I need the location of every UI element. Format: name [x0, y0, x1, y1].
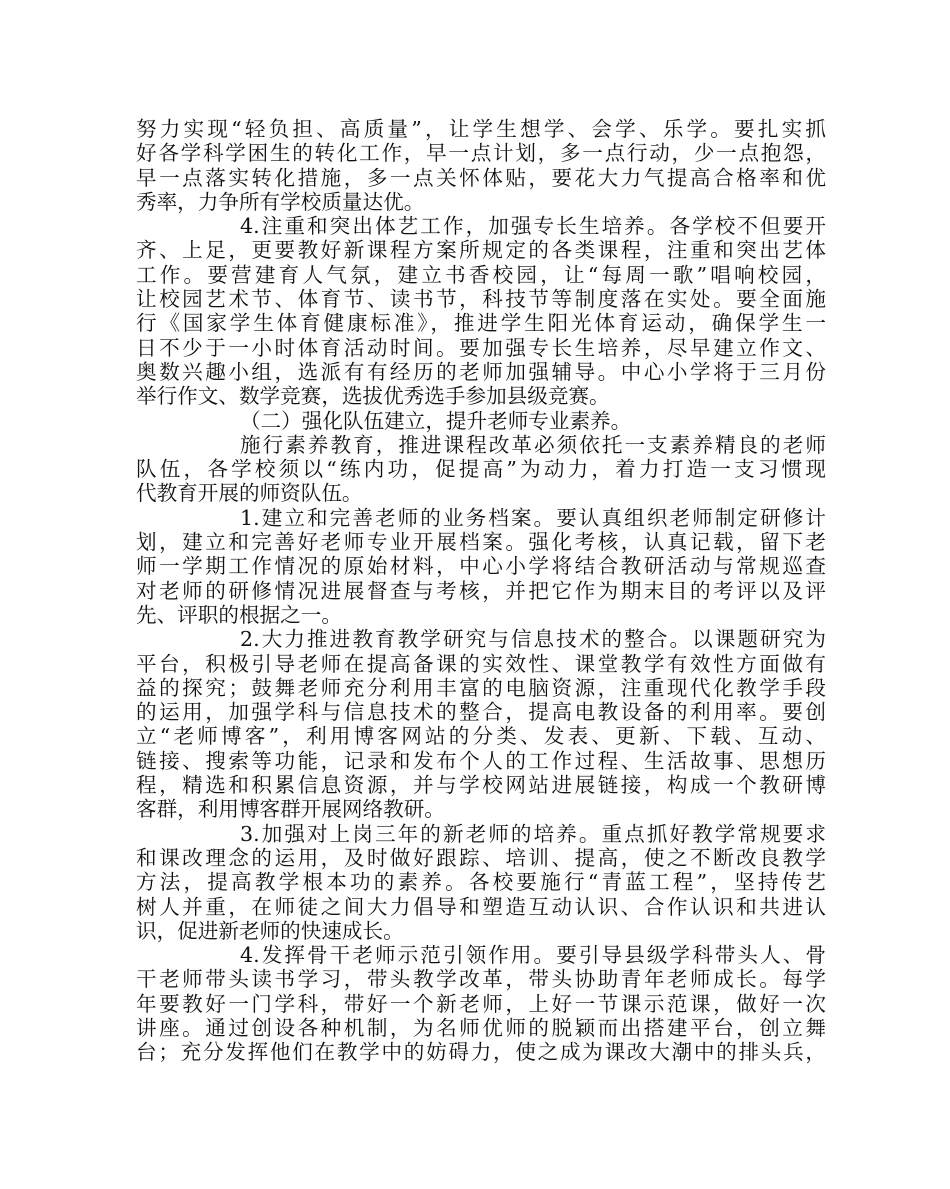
text-line: 早一点落实转化措施，多一点关怀体贴，要花大力气提高合格率和优 [136, 165, 826, 190]
text-line: 平台，积极引导老师在提高备课的实效性、课堂教学有效性方面做有 [136, 651, 826, 676]
text-line: 3.加强对上岗三年的新老师的培养。重点抓好教学常规要求 [240, 821, 826, 846]
text-line: 立“老师博客”，利用博客网站的分类、发表、更新、下载、互动、 [136, 724, 826, 749]
text-line: 日不少于一小时体育活动时间。要加强专长生培养，尽早建立作文、 [136, 335, 826, 360]
text-line: 师一学期工作情况的原始材料，中心小学将结合教研活动与常规巡查 [136, 554, 826, 579]
text-line: 齐、上足，更要教好新课程方案所规定的各类课程，注重和突出艺体 [136, 238, 826, 263]
text-line: 链接、搜索等功能，记录和发布个人的工作过程、生活故事、思想历 [136, 748, 826, 773]
text-line: 秀率，力争所有学校质量达优。 [136, 189, 425, 214]
text-line: 的运用，加强学科与信息技术的整合，提高电教设备的利用率。要创 [136, 700, 826, 725]
text-line: 2.大力推进教育教学研究与信息技术的整合。以课题研究为 [240, 627, 826, 652]
text-line: 4.发挥骨干老师示范引领作用。要引导县级学科带头人、骨 [240, 943, 826, 968]
text-line: 让校园艺术节、体育节、读书节，科技节等制度落在实处。要全面施 [136, 287, 826, 312]
text-line: 1.建立和完善老师的业务档案。要认真组织老师制定研修计 [240, 505, 826, 530]
text-line: 4.注重和突出体艺工作，加强专长生培养。各学校不但要开 [240, 214, 826, 239]
text-line: 干老师带头读书学习，带头教学改革，带头协助青年老师成长。每学 [136, 967, 826, 992]
text-line: 施行素养教育，推进课程改革必须依托一支素养精良的老师 [240, 432, 826, 457]
text-line: 代教育开展的师资队伍。 [136, 481, 363, 506]
text-line: 好各学科学困生的转化工作，早一点计划，多一点行动，少一点抱怨， [136, 141, 826, 166]
text-line: （二）强化队伍建立，提升老师专业素养。 [240, 408, 632, 433]
text-line: 奥数兴趣小组，选派有有经历的老师加强辅导。中心小学将于三月份 [136, 359, 826, 384]
text-line: 队伍，各学校须以“练内功，促提高”为动力，着力打造一支习惯现 [136, 457, 826, 482]
text-line: 和课改理念的运用，及时做好跟踪、培训、提高，使之不断改良教学 [136, 845, 826, 870]
text-line: 对老师的研修情况进展督查与考核，并把它作为期末目的考评以及评 [136, 578, 826, 603]
text-line: 讲座。通过创设各种机制，为名师优师的脱颖而出搭建平台，创立舞 [136, 1015, 826, 1040]
text-line: 先、评职的根据之一。 [136, 602, 342, 627]
text-line: 识，促进新老师的快速成长。 [136, 918, 404, 943]
document-body [136, 117, 826, 1065]
text-line: 努力实现“轻负担、高质量”，让学生想学、会学、乐学。要扎实抓 [136, 117, 826, 141]
text-line: 树人并重，在师徒之间大力倡导和塑造互动认识、合作认识和共进认 [136, 894, 826, 919]
text-line: 益的探究；鼓舞老师充分利用丰富的电脑资源，注重现代化教学手段 [136, 675, 826, 700]
text-line: 工作。要营建育人气氛，建立书香校园，让“每周一歌”唱响校园， [136, 262, 826, 287]
text-line: 划，建立和完善好老师专业开展档案。强化考核，认真记载，留下老 [136, 530, 826, 555]
text-line: 年要教好一门学科，带好一个新老师，上好一节课示范课，做好一次 [136, 991, 826, 1016]
text-line: 举行作文、数学竞赛，选拔优秀选手参加县级竞赛。 [136, 384, 610, 409]
text-line: 程，精选和积累信息资源，并与学校网站进展链接，构成一个教研博 [136, 773, 826, 798]
text-line: 行《国家学生体育健康标准》，推进学生阳光体育运动，确保学生一 [136, 311, 826, 336]
text-line: 台；充分发挥他们在教学中的妨碍力，使之成为课改大潮中的排头兵， [136, 1040, 826, 1065]
text-line: 客群，利用博客群开展网络教研。 [136, 797, 445, 822]
text-line: 方法，提高教学根本功的素养。各校要施行“青蓝工程”，坚持传艺 [136, 870, 826, 895]
